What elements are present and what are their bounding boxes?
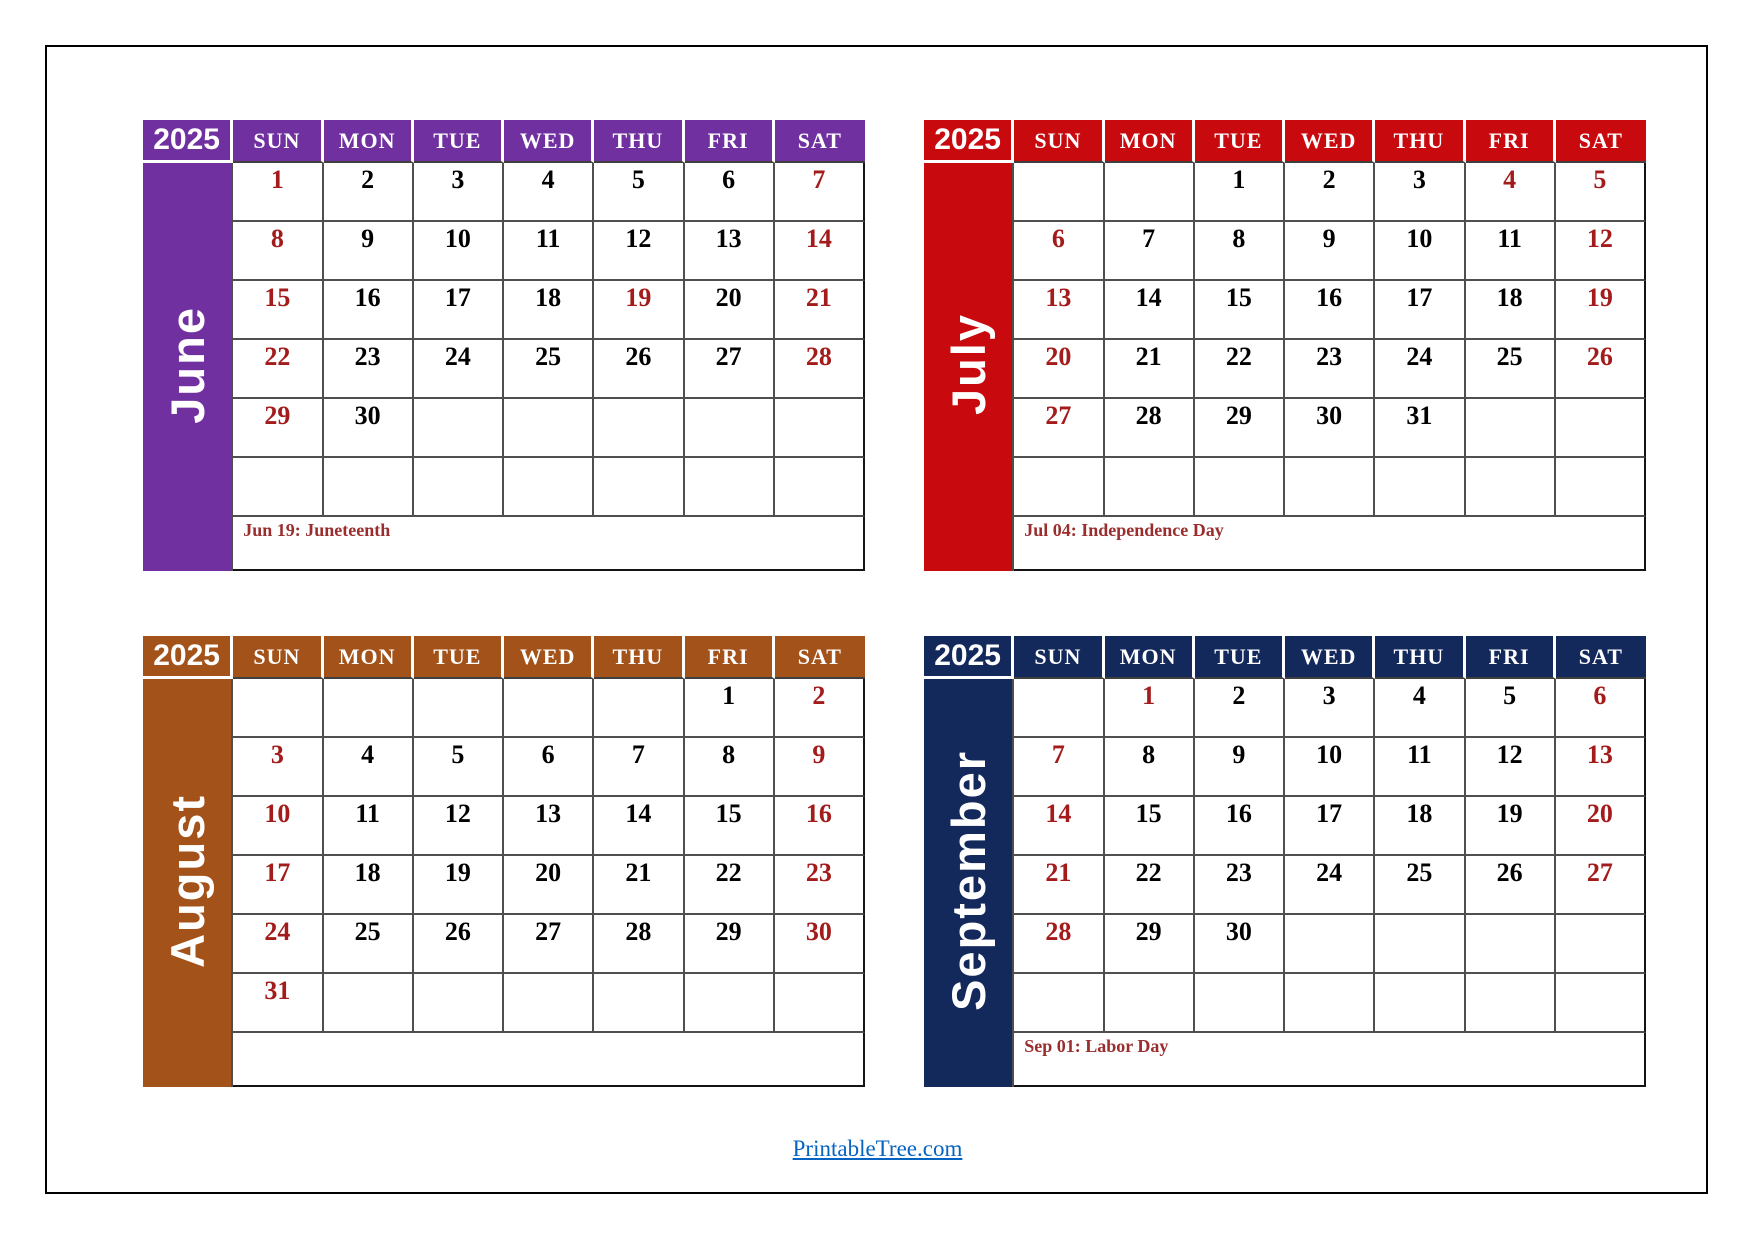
weekday-header-tue: TUE <box>414 120 504 163</box>
date-cell-august-6: 6 <box>504 738 594 797</box>
date-cell-june-27: 27 <box>685 340 775 399</box>
calendar-header-row <box>143 636 865 679</box>
date-cell-july-5: 5 <box>1556 163 1646 222</box>
date-cell-july-19: 19 <box>1556 281 1646 340</box>
date-cell-september-8: 8 <box>1105 738 1195 797</box>
date-cell-august-18: 18 <box>324 856 414 915</box>
empty-date-cell <box>1466 974 1556 1033</box>
date-cell-september-3: 3 <box>1285 679 1375 738</box>
date-cell-september-24: 24 <box>1285 856 1375 915</box>
date-cell-june-17: 17 <box>414 281 504 340</box>
date-cell-september-23: 23 <box>1195 856 1285 915</box>
date-cell-september-25: 25 <box>1375 856 1465 915</box>
empty-date-cell <box>1466 915 1556 974</box>
week-row <box>143 974 865 1033</box>
empty-date-cell <box>414 974 504 1033</box>
calendar-september <box>924 636 1646 1087</box>
week-row <box>143 222 865 281</box>
date-cell-august-3: 3 <box>233 738 323 797</box>
date-cell-june-6: 6 <box>685 163 775 222</box>
date-cell-june-24: 24 <box>414 340 504 399</box>
date-cell-june-30: 30 <box>324 399 414 458</box>
date-cell-september-12: 12 <box>1466 738 1556 797</box>
weekday-header-mon: MON <box>1105 120 1195 163</box>
date-cell-august-28: 28 <box>594 915 684 974</box>
empty-date-cell <box>233 458 323 517</box>
week-row <box>143 163 865 222</box>
empty-date-cell <box>685 458 775 517</box>
date-cell-june-5: 5 <box>594 163 684 222</box>
weekday-header-fri: FRI <box>685 636 775 679</box>
empty-date-cell <box>1375 915 1465 974</box>
week-row <box>143 399 865 458</box>
weekday-header-wed: WED <box>504 636 594 679</box>
year-label-june: 2025 <box>143 120 233 163</box>
date-cell-july-15: 15 <box>1195 281 1285 340</box>
date-cell-august-16: 16 <box>775 797 865 856</box>
date-cell-july-2: 2 <box>1285 163 1375 222</box>
date-cell-june-28: 28 <box>775 340 865 399</box>
date-cell-august-22: 22 <box>685 856 775 915</box>
date-cell-june-18: 18 <box>504 281 594 340</box>
weekday-header-fri: FRI <box>1466 636 1556 679</box>
date-cell-june-16: 16 <box>324 281 414 340</box>
date-cell-september-13: 13 <box>1556 738 1646 797</box>
week-row <box>924 915 1646 974</box>
empty-date-cell <box>504 399 594 458</box>
date-cell-september-5: 5 <box>1466 679 1556 738</box>
empty-date-cell <box>1556 458 1646 517</box>
date-cell-september-4: 4 <box>1375 679 1465 738</box>
date-cell-july-16: 16 <box>1285 281 1375 340</box>
date-cell-august-5: 5 <box>414 738 504 797</box>
year-label-july: 2025 <box>924 120 1014 163</box>
empty-date-cell <box>1285 458 1375 517</box>
empty-date-cell <box>233 679 323 738</box>
month-sidebar-august <box>143 679 233 1087</box>
date-cell-july-20: 20 <box>1014 340 1104 399</box>
week-row <box>924 679 1646 738</box>
footer-link[interactable]: PrintableTree.com <box>792 1136 963 1161</box>
weekday-header-fri: FRI <box>685 120 775 163</box>
week-row <box>924 738 1646 797</box>
date-cell-july-6: 6 <box>1014 222 1104 281</box>
date-cell-june-22: 22 <box>233 340 323 399</box>
date-cell-july-1: 1 <box>1195 163 1285 222</box>
calendar-header-row <box>924 636 1646 679</box>
date-cell-june-12: 12 <box>594 222 684 281</box>
holiday-note-july: Jul 04: Independence Day <box>1014 517 1646 571</box>
calendar-table-june <box>143 120 865 571</box>
date-cell-july-7: 7 <box>1105 222 1195 281</box>
date-cell-july-3: 3 <box>1375 163 1465 222</box>
calendar-june <box>143 120 865 571</box>
date-cell-august-8: 8 <box>685 738 775 797</box>
date-cell-july-24: 24 <box>1375 340 1465 399</box>
date-cell-june-10: 10 <box>414 222 504 281</box>
date-cell-june-19: 19 <box>594 281 684 340</box>
date-cell-june-9: 9 <box>324 222 414 281</box>
date-cell-june-23: 23 <box>324 340 414 399</box>
empty-date-cell <box>685 399 775 458</box>
empty-date-cell <box>1014 974 1104 1033</box>
weekday-header-tue: TUE <box>414 636 504 679</box>
calendar-august <box>143 636 865 1087</box>
date-cell-june-3: 3 <box>414 163 504 222</box>
date-cell-september-16: 16 <box>1195 797 1285 856</box>
year-label-august: 2025 <box>143 636 233 679</box>
date-cell-august-7: 7 <box>594 738 684 797</box>
weekday-header-sat: SAT <box>775 636 865 679</box>
date-cell-august-24: 24 <box>233 915 323 974</box>
date-cell-july-17: 17 <box>1375 281 1465 340</box>
date-cell-september-10: 10 <box>1285 738 1375 797</box>
date-cell-august-13: 13 <box>504 797 594 856</box>
calendar-header-row <box>143 120 865 163</box>
date-cell-july-26: 26 <box>1556 340 1646 399</box>
empty-date-cell <box>1556 915 1646 974</box>
empty-date-cell <box>1105 163 1195 222</box>
calendar-july <box>924 120 1646 571</box>
footer <box>0 1136 1755 1162</box>
empty-date-cell <box>594 458 684 517</box>
date-cell-august-11: 11 <box>324 797 414 856</box>
empty-date-cell <box>504 679 594 738</box>
empty-date-cell <box>775 974 865 1033</box>
empty-date-cell <box>504 458 594 517</box>
weekday-header-thu: THU <box>594 636 684 679</box>
weekday-header-mon: MON <box>1105 636 1195 679</box>
date-cell-july-21: 21 <box>1105 340 1195 399</box>
weekday-header-tue: TUE <box>1195 120 1285 163</box>
date-cell-july-28: 28 <box>1105 399 1195 458</box>
weekday-header-sat: SAT <box>775 120 865 163</box>
empty-date-cell <box>1466 458 1556 517</box>
empty-date-cell <box>1285 974 1375 1033</box>
date-cell-august-30: 30 <box>775 915 865 974</box>
date-cell-august-12: 12 <box>414 797 504 856</box>
date-cell-july-4: 4 <box>1466 163 1556 222</box>
date-cell-august-26: 26 <box>414 915 504 974</box>
date-cell-july-22: 22 <box>1195 340 1285 399</box>
date-cell-june-11: 11 <box>504 222 594 281</box>
date-cell-august-10: 10 <box>233 797 323 856</box>
date-cell-september-15: 15 <box>1105 797 1195 856</box>
date-cell-july-23: 23 <box>1285 340 1375 399</box>
date-cell-june-25: 25 <box>504 340 594 399</box>
date-cell-june-14: 14 <box>775 222 865 281</box>
date-cell-june-20: 20 <box>685 281 775 340</box>
year-label-september: 2025 <box>924 636 1014 679</box>
date-cell-september-14: 14 <box>1014 797 1104 856</box>
weekday-header-sun: SUN <box>233 120 323 163</box>
empty-date-cell <box>1556 399 1646 458</box>
date-cell-august-31: 31 <box>233 974 323 1033</box>
week-row <box>143 738 865 797</box>
date-cell-july-29: 29 <box>1195 399 1285 458</box>
calendar-table-september <box>924 636 1646 1087</box>
week-row <box>924 974 1646 1033</box>
date-cell-august-2: 2 <box>775 679 865 738</box>
empty-date-cell <box>414 458 504 517</box>
date-cell-september-7: 7 <box>1014 738 1104 797</box>
date-cell-june-1: 1 <box>233 163 323 222</box>
date-cell-july-18: 18 <box>1466 281 1556 340</box>
date-cell-july-9: 9 <box>1285 222 1375 281</box>
empty-date-cell <box>324 679 414 738</box>
date-cell-august-9: 9 <box>775 738 865 797</box>
empty-date-cell <box>775 399 865 458</box>
empty-date-cell <box>324 458 414 517</box>
weekday-header-sun: SUN <box>233 636 323 679</box>
weekday-header-thu: THU <box>1375 120 1465 163</box>
date-cell-september-29: 29 <box>1105 915 1195 974</box>
month-label-july: July <box>941 313 995 416</box>
empty-date-cell <box>414 399 504 458</box>
date-cell-june-29: 29 <box>233 399 323 458</box>
week-row <box>143 679 865 738</box>
week-row <box>143 458 865 517</box>
holiday-note-august <box>233 1033 865 1087</box>
date-cell-august-1: 1 <box>685 679 775 738</box>
weekday-header-sun: SUN <box>1014 120 1104 163</box>
empty-date-cell <box>504 974 594 1033</box>
date-cell-august-14: 14 <box>594 797 684 856</box>
week-row <box>924 281 1646 340</box>
date-cell-june-8: 8 <box>233 222 323 281</box>
week-row <box>924 222 1646 281</box>
week-row <box>143 281 865 340</box>
month-sidebar-september <box>924 679 1014 1087</box>
empty-date-cell <box>1195 458 1285 517</box>
date-cell-july-13: 13 <box>1014 281 1104 340</box>
week-row <box>924 340 1646 399</box>
date-cell-june-15: 15 <box>233 281 323 340</box>
date-cell-august-25: 25 <box>324 915 414 974</box>
date-cell-september-21: 21 <box>1014 856 1104 915</box>
empty-date-cell <box>1105 974 1195 1033</box>
weekday-header-sat: SAT <box>1556 120 1646 163</box>
month-sidebar-june <box>143 163 233 571</box>
date-cell-august-23: 23 <box>775 856 865 915</box>
calendar-table-july <box>924 120 1646 571</box>
date-cell-september-30: 30 <box>1195 915 1285 974</box>
month-label-june: June <box>160 305 214 424</box>
weekday-header-thu: THU <box>594 120 684 163</box>
date-cell-june-4: 4 <box>504 163 594 222</box>
empty-date-cell <box>775 458 865 517</box>
week-row <box>924 163 1646 222</box>
date-cell-september-18: 18 <box>1375 797 1465 856</box>
date-cell-september-19: 19 <box>1466 797 1556 856</box>
month-label-august: August <box>160 793 214 968</box>
week-row <box>143 797 865 856</box>
empty-date-cell <box>1375 458 1465 517</box>
date-cell-july-11: 11 <box>1466 222 1556 281</box>
date-cell-july-8: 8 <box>1195 222 1285 281</box>
date-cell-july-10: 10 <box>1375 222 1465 281</box>
empty-date-cell <box>1466 399 1556 458</box>
date-cell-july-25: 25 <box>1466 340 1556 399</box>
weekday-header-wed: WED <box>1285 120 1375 163</box>
date-cell-august-15: 15 <box>685 797 775 856</box>
date-cell-september-17: 17 <box>1285 797 1375 856</box>
date-cell-august-17: 17 <box>233 856 323 915</box>
date-cell-september-2: 2 <box>1195 679 1285 738</box>
date-cell-june-2: 2 <box>324 163 414 222</box>
empty-date-cell <box>1195 974 1285 1033</box>
empty-date-cell <box>1105 458 1195 517</box>
weekday-header-wed: WED <box>504 120 594 163</box>
date-cell-september-26: 26 <box>1466 856 1556 915</box>
calendar-table-august <box>143 636 865 1087</box>
weekday-header-thu: THU <box>1375 636 1465 679</box>
date-cell-july-14: 14 <box>1105 281 1195 340</box>
holiday-note-row <box>924 1033 1646 1087</box>
date-cell-august-19: 19 <box>414 856 504 915</box>
week-row <box>143 340 865 399</box>
date-cell-september-11: 11 <box>1375 738 1465 797</box>
weekday-header-mon: MON <box>324 636 414 679</box>
date-cell-september-6: 6 <box>1556 679 1646 738</box>
empty-date-cell <box>1285 915 1375 974</box>
date-cell-august-21: 21 <box>594 856 684 915</box>
empty-date-cell <box>685 974 775 1033</box>
weekday-header-sun: SUN <box>1014 636 1104 679</box>
weekday-header-wed: WED <box>1285 636 1375 679</box>
date-cell-august-20: 20 <box>504 856 594 915</box>
date-cell-august-4: 4 <box>324 738 414 797</box>
empty-date-cell <box>1556 974 1646 1033</box>
week-row <box>924 399 1646 458</box>
empty-date-cell <box>1014 163 1104 222</box>
date-cell-september-20: 20 <box>1556 797 1646 856</box>
week-row <box>924 458 1646 517</box>
empty-date-cell <box>324 974 414 1033</box>
date-cell-june-26: 26 <box>594 340 684 399</box>
empty-date-cell <box>594 679 684 738</box>
week-row <box>924 856 1646 915</box>
weekday-header-sat: SAT <box>1556 636 1646 679</box>
month-sidebar-july <box>924 163 1014 571</box>
week-row <box>924 797 1646 856</box>
date-cell-june-13: 13 <box>685 222 775 281</box>
week-row <box>143 856 865 915</box>
weekday-header-mon: MON <box>324 120 414 163</box>
empty-date-cell <box>1375 974 1465 1033</box>
holiday-note-row <box>143 517 865 571</box>
week-row <box>143 915 865 974</box>
empty-date-cell <box>414 679 504 738</box>
date-cell-july-31: 31 <box>1375 399 1465 458</box>
date-cell-july-30: 30 <box>1285 399 1375 458</box>
date-cell-september-9: 9 <box>1195 738 1285 797</box>
date-cell-june-21: 21 <box>775 281 865 340</box>
holiday-note-june: Jun 19: Juneteenth <box>233 517 865 571</box>
empty-date-cell <box>594 399 684 458</box>
empty-date-cell <box>594 974 684 1033</box>
holiday-note-row <box>924 517 1646 571</box>
date-cell-july-12: 12 <box>1556 222 1646 281</box>
holiday-note-row <box>143 1033 865 1087</box>
date-cell-august-27: 27 <box>504 915 594 974</box>
weekday-header-fri: FRI <box>1466 120 1556 163</box>
empty-date-cell <box>1014 679 1104 738</box>
holiday-note-september: Sep 01: Labor Day <box>1014 1033 1646 1087</box>
empty-date-cell <box>1014 458 1104 517</box>
date-cell-september-28: 28 <box>1014 915 1104 974</box>
date-cell-september-1: 1 <box>1105 679 1195 738</box>
date-cell-july-27: 27 <box>1014 399 1104 458</box>
month-label-september: September <box>941 750 995 1011</box>
weekday-header-tue: TUE <box>1195 636 1285 679</box>
date-cell-august-29: 29 <box>685 915 775 974</box>
date-cell-september-22: 22 <box>1105 856 1195 915</box>
date-cell-september-27: 27 <box>1556 856 1646 915</box>
date-cell-june-7: 7 <box>775 163 865 222</box>
calendar-header-row <box>924 120 1646 163</box>
